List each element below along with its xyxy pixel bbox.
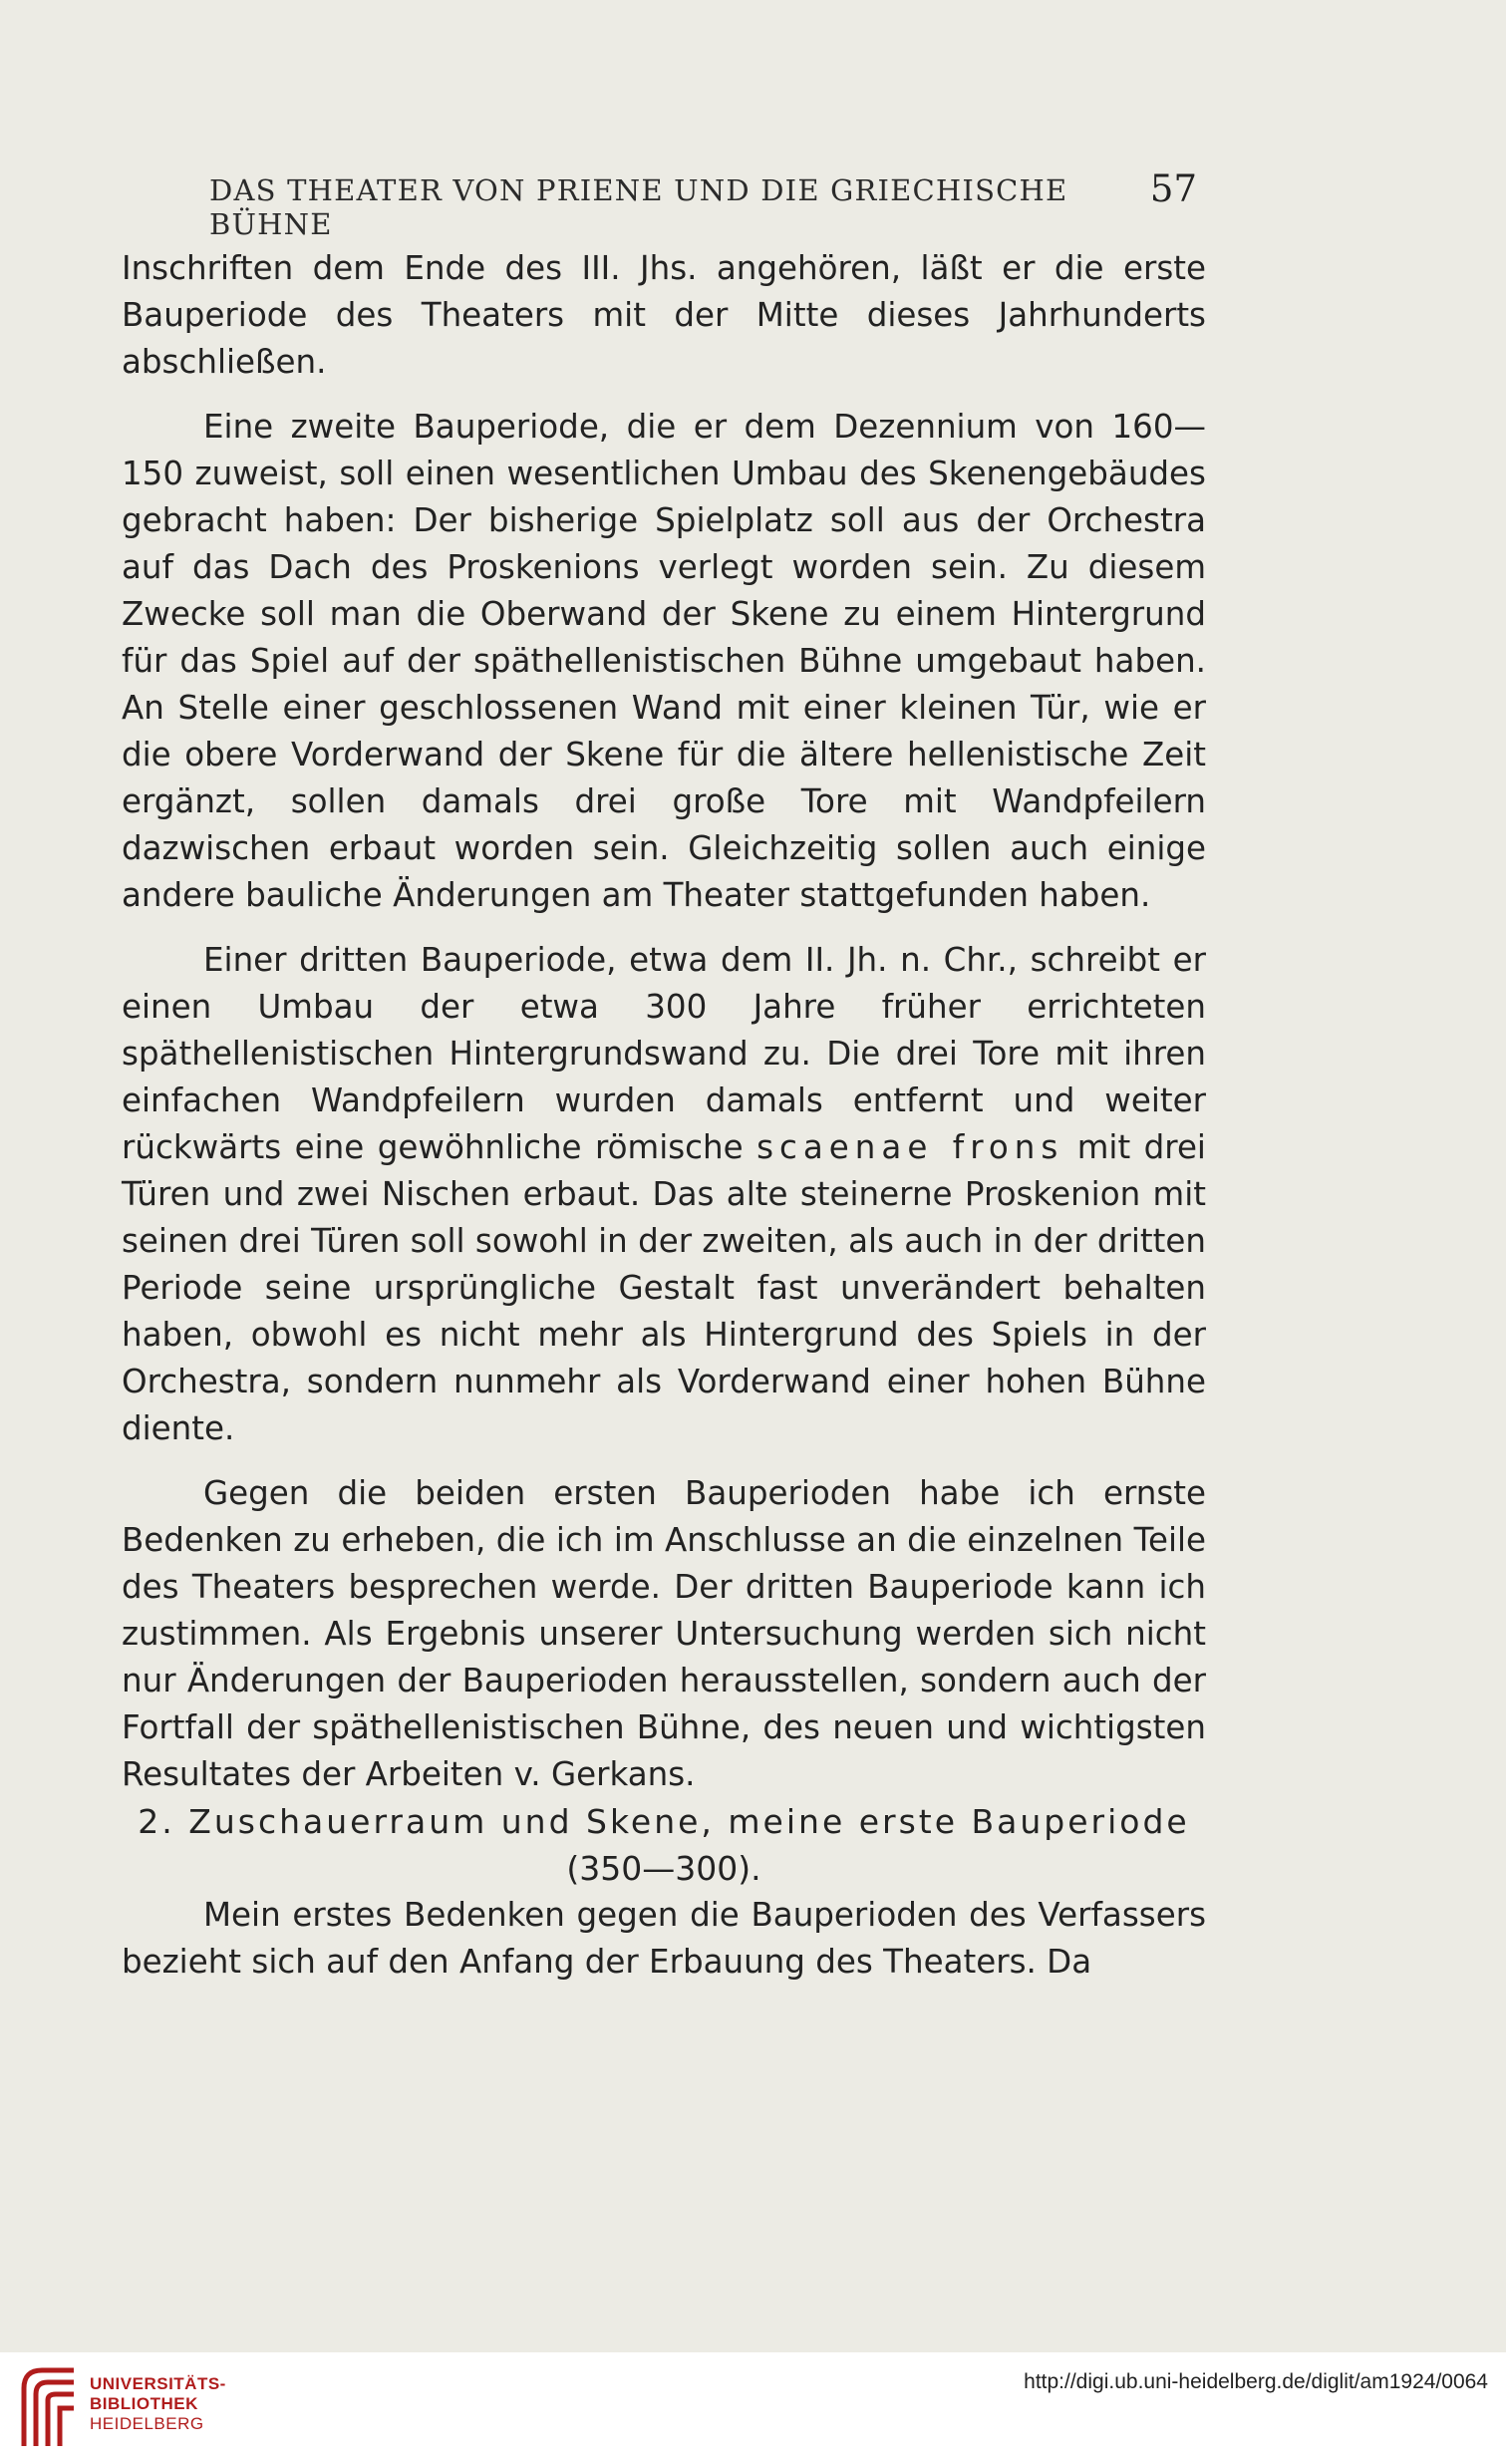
- section-subheading: (350—300).: [566, 1849, 761, 1888]
- paragraph-5: Mein erstes Bedenken gegen die Bauperioden des Verfassers bezieht sich auf den Anfang der Erbauung des Theaters. Da: [122, 1896, 1206, 1981]
- footer-bar: [0, 2352, 1506, 2464]
- library-logo-icon: [14, 2358, 86, 2450]
- library-name-line-3: HEIDELBERG: [90, 2414, 204, 2433]
- paragraph-2: Eine zweite Bauperiode, die er dem Dezennium von 160—150 zuweist, soll einen wesentlichen Umbau des Skenengebäudes gebracht haben: Der bisherige Spielplatz soll aus der Orchestra auf das Dach des Proskenions verlegt worden sein. Zu diesem Zwecke soll man die Oberwand der Skene zu einem Hintergrund für das Spiel auf der späthellenistischen Bühne umgebaut haben. An Stelle einer geschlossenen Wand mit einer kleinen Tür, wie er die obere Vorderwand der Skene für die ältere hellenistische Zeit ergänzt, sollen damals drei große Tore mit Wandpfeilern dazwischen erbaut worden sein. Gleichzeitig sollen auch einige andere bauliche Änderungen am Theater stattgefunden haben.: [122, 408, 1206, 914]
- source-url-link[interactable]: http://digi.ub.uni-heidelberg.de/diglit/am1924/0064: [1024, 2370, 1488, 2393]
- library-name-line-1: UNIVERSITÄTS-: [90, 2374, 226, 2393]
- paragraph-3-text-a: Einer dritten Bauperiode, etwa dem II. Jh. n. Chr., schreibt er einen Umbau der etwa 300 Jahre früher errichteten späthellenistischen Hintergrundswand zu. Die drei Tore mit ihren einfachen Wandpfeilern wurden damals entfernt und weiter rückwärts eine gewöhnliche römische: [122, 941, 1206, 1166]
- spaced-term: scaenae frons: [756, 1128, 1064, 1166]
- paragraph-4: Gegen die beiden ersten Bauperioden habe ich ernste Bedenken zu erheben, die ich im Anschlusse an die einzelnen Teile des Theaters besprechen werde. Der dritten Bauperiode kann ich zustimmen. Als Ergebnis unserer Untersuchung werden sich nicht nur Änderungen der Bauperioden herausstellen, sondern auch der Fortfall der späthellenistischen Bühne, des neuen und wichtigsten Resultates der Arbeiten v. Gerkans.: [122, 1474, 1206, 1793]
- library-name: [90, 2374, 226, 2434]
- page-number: 57: [1149, 167, 1197, 210]
- running-title: DAS THEATER VON PRIENE UND DIE GRIECHISCHE BÜHNE: [209, 173, 1068, 241]
- paragraph-3: [122, 937, 1206, 1452]
- library-name-line-2: BIBLIOTHEK: [90, 2394, 198, 2413]
- section-heading: 2. Zuschauerraum und Skene, meine erste Bauperiode: [138, 1802, 1190, 1841]
- paragraph-3-text-b: mit drei Türen und zwei Nischen erbaut. Das alte steinerne Proskenion mit seinen drei Türen soll sowohl in der zweiten, als auch in der dritten Periode seine ursprüngliche Gestalt fast unverändert behalten haben, obwohl es nicht mehr als Hintergrund des Spiels in der Orchestra, sondern nunmehr als Vorderwand einer hohen Bühne diente.: [122, 1128, 1206, 1447]
- body-text: [122, 245, 1206, 1986]
- paragraph-1: Inschriften dem Ende des III. Jhs. angehören, läßt er die erste Bauperiode des Theaters mit der Mitte dieses Jahrhunderts abschließen.: [122, 249, 1206, 381]
